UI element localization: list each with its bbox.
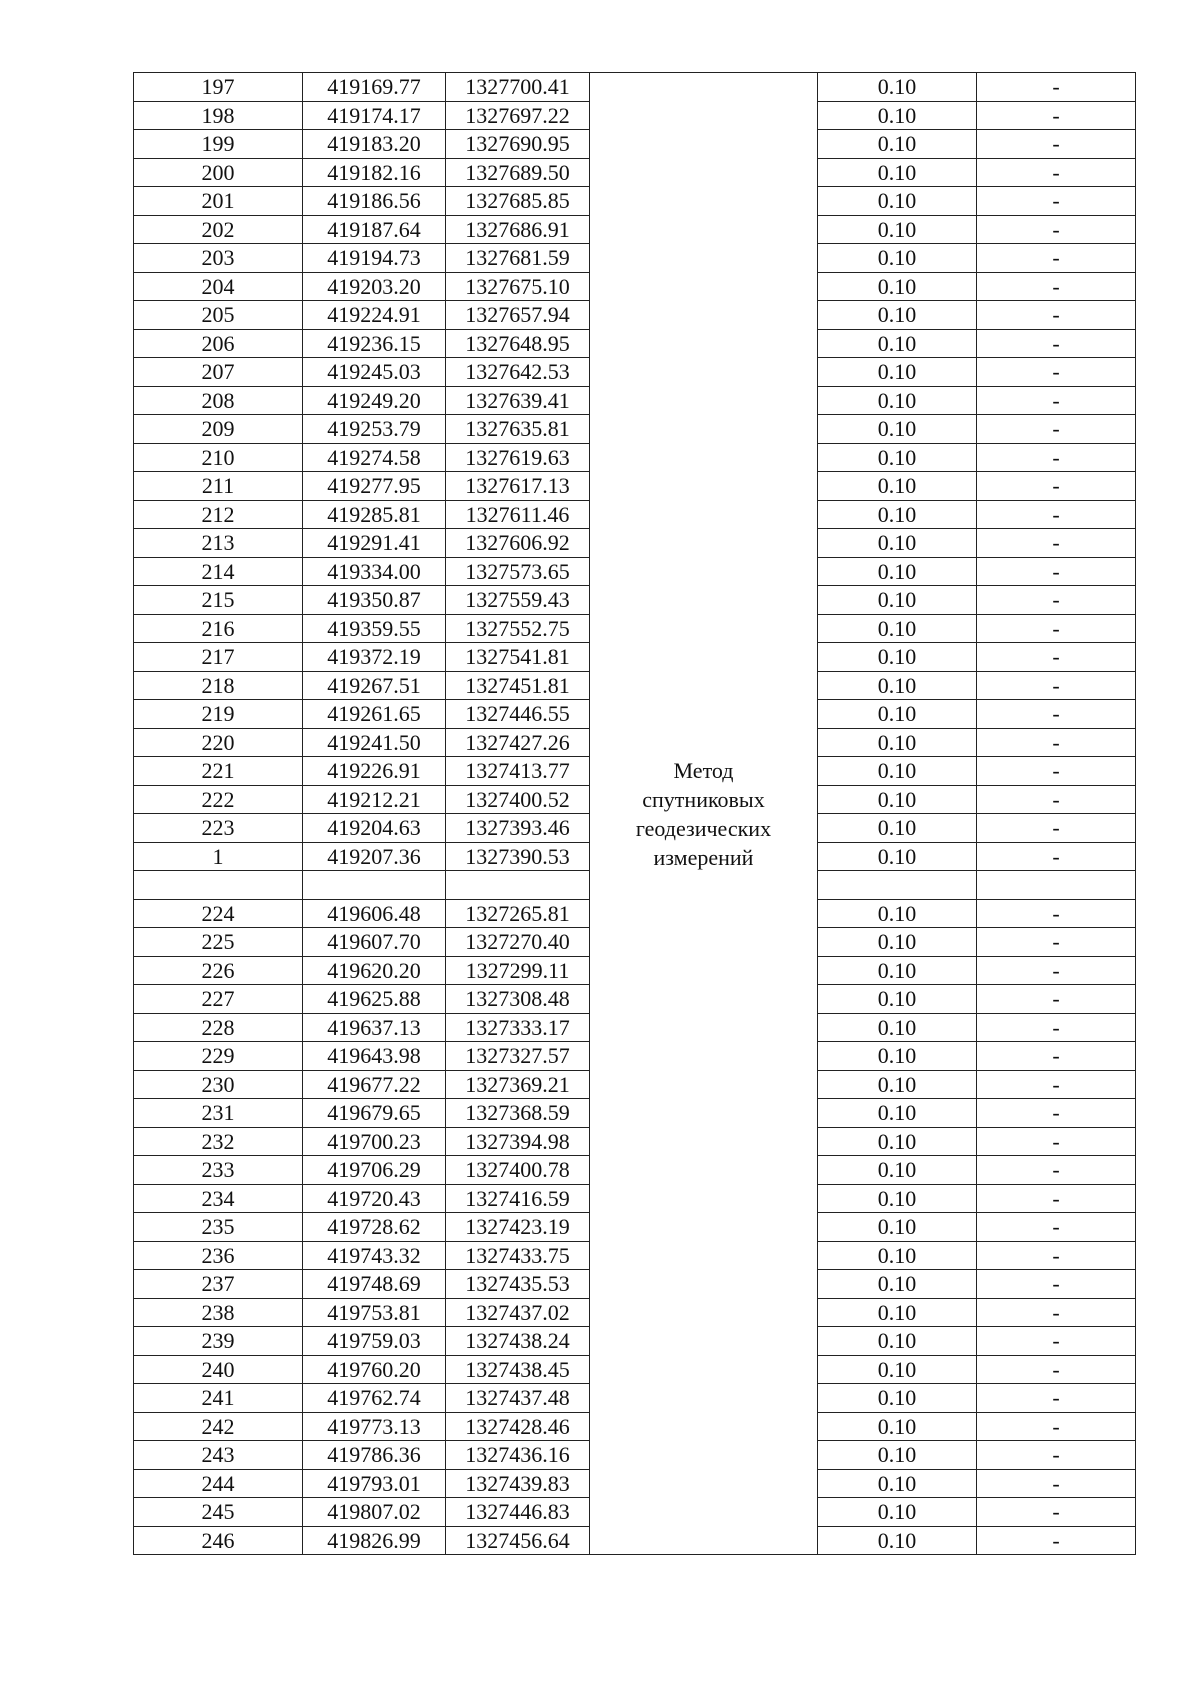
note-cell: - (977, 386, 1136, 415)
method-cell (590, 73, 818, 1555)
y-coordinate-cell: 1327393.46 (446, 814, 590, 843)
point-number-cell: 215 (134, 586, 303, 615)
note-cell: - (977, 1099, 1136, 1128)
point-number-cell: 235 (134, 1213, 303, 1242)
x-coordinate-cell: 419620.20 (303, 956, 446, 985)
point-number-cell: 239 (134, 1327, 303, 1356)
y-coordinate-cell: 1327270.40 (446, 928, 590, 957)
point-number-cell: 217 (134, 643, 303, 672)
note-cell: - (977, 1327, 1136, 1356)
y-coordinate-cell: 1327611.46 (446, 500, 590, 529)
point-number-cell: 226 (134, 956, 303, 985)
point-number-cell: 225 (134, 928, 303, 957)
x-coordinate-cell: 419706.29 (303, 1156, 446, 1185)
accuracy-cell: 0.10 (818, 101, 977, 130)
y-coordinate-cell: 1327617.13 (446, 472, 590, 501)
point-number-cell: 230 (134, 1070, 303, 1099)
note-cell: - (977, 586, 1136, 615)
y-coordinate-cell: 1327686.91 (446, 215, 590, 244)
note-cell: - (977, 1013, 1136, 1042)
point-number-cell: 210 (134, 443, 303, 472)
note-cell: - (977, 73, 1136, 102)
note-cell: - (977, 1270, 1136, 1299)
y-coordinate-cell: 1327439.83 (446, 1469, 590, 1498)
point-number-cell: 228 (134, 1013, 303, 1042)
note-cell: - (977, 785, 1136, 814)
y-coordinate-cell: 1327573.65 (446, 557, 590, 586)
accuracy-cell: 0.10 (818, 557, 977, 586)
point-number-cell (134, 871, 303, 900)
note-cell: - (977, 1384, 1136, 1413)
accuracy-cell: 0.10 (818, 728, 977, 757)
note-cell: - (977, 1355, 1136, 1384)
y-coordinate-cell: 1327333.17 (446, 1013, 590, 1042)
accuracy-cell: 0.10 (818, 1213, 977, 1242)
note-cell: - (977, 1498, 1136, 1527)
point-number-cell: 203 (134, 244, 303, 273)
x-coordinate-cell: 419245.03 (303, 358, 446, 387)
accuracy-cell: 0.10 (818, 985, 977, 1014)
note-cell: - (977, 1070, 1136, 1099)
y-coordinate-cell: 1327368.59 (446, 1099, 590, 1128)
x-coordinate-cell: 419241.50 (303, 728, 446, 757)
x-coordinate-cell: 419760.20 (303, 1355, 446, 1384)
point-number-cell: 224 (134, 899, 303, 928)
x-coordinate-cell: 419807.02 (303, 1498, 446, 1527)
x-coordinate-cell: 419359.55 (303, 614, 446, 643)
accuracy-cell: 0.10 (818, 415, 977, 444)
x-coordinate-cell: 419182.16 (303, 158, 446, 187)
accuracy-cell: 0.10 (818, 671, 977, 700)
accuracy-cell: 0.10 (818, 1241, 977, 1270)
note-cell: - (977, 643, 1136, 672)
x-coordinate-cell: 419226.91 (303, 757, 446, 786)
y-coordinate-cell: 1327413.77 (446, 757, 590, 786)
y-coordinate-cell: 1327700.41 (446, 73, 590, 102)
y-coordinate-cell: 1327675.10 (446, 272, 590, 301)
x-coordinate-cell: 419277.95 (303, 472, 446, 501)
x-coordinate-cell: 419826.99 (303, 1526, 446, 1555)
point-number-cell: 211 (134, 472, 303, 501)
x-coordinate-cell: 419606.48 (303, 899, 446, 928)
y-coordinate-cell: 1327416.59 (446, 1184, 590, 1213)
accuracy-cell: 0.10 (818, 1498, 977, 1527)
point-number-cell: 209 (134, 415, 303, 444)
accuracy-cell: 0.10 (818, 1298, 977, 1327)
x-coordinate-cell: 419762.74 (303, 1384, 446, 1413)
x-coordinate-cell: 419743.32 (303, 1241, 446, 1270)
accuracy-cell: 0.10 (818, 443, 977, 472)
note-cell: - (977, 329, 1136, 358)
x-coordinate-cell: 419720.43 (303, 1184, 446, 1213)
accuracy-cell: 0.10 (818, 1013, 977, 1042)
note-cell: - (977, 1156, 1136, 1185)
point-number-cell: 212 (134, 500, 303, 529)
y-coordinate-cell: 1327446.55 (446, 700, 590, 729)
note-cell: - (977, 358, 1136, 387)
point-number-cell: 214 (134, 557, 303, 586)
y-coordinate-cell: 1327436.16 (446, 1441, 590, 1470)
accuracy-cell: 0.10 (818, 329, 977, 358)
point-number-cell: 245 (134, 1498, 303, 1527)
point-number-cell: 232 (134, 1127, 303, 1156)
accuracy-cell: 0.10 (818, 956, 977, 985)
accuracy-cell: 0.10 (818, 614, 977, 643)
coordinates-table-body (134, 73, 1136, 1555)
accuracy-cell: 0.10 (818, 529, 977, 558)
point-number-cell: 218 (134, 671, 303, 700)
y-coordinate-cell: 1327394.98 (446, 1127, 590, 1156)
y-coordinate-cell: 1327438.45 (446, 1355, 590, 1384)
note-cell: - (977, 700, 1136, 729)
accuracy-cell: 0.10 (818, 1469, 977, 1498)
point-number-cell: 202 (134, 215, 303, 244)
accuracy-cell: 0.10 (818, 1441, 977, 1470)
note-cell: - (977, 1042, 1136, 1071)
x-coordinate-cell: 419786.36 (303, 1441, 446, 1470)
x-coordinate-cell: 419186.56 (303, 187, 446, 216)
y-coordinate-cell: 1327697.22 (446, 101, 590, 130)
point-number-cell: 227 (134, 985, 303, 1014)
x-coordinate-cell: 419753.81 (303, 1298, 446, 1327)
point-number-cell: 220 (134, 728, 303, 757)
accuracy-cell: 0.10 (818, 244, 977, 273)
note-cell: - (977, 1241, 1136, 1270)
y-coordinate-cell: 1327423.19 (446, 1213, 590, 1242)
point-number-cell: 199 (134, 130, 303, 159)
note-cell: - (977, 899, 1136, 928)
x-coordinate-cell: 419372.19 (303, 643, 446, 672)
accuracy-cell: 0.10 (818, 1070, 977, 1099)
point-number-cell: 201 (134, 187, 303, 216)
note-cell: - (977, 301, 1136, 330)
y-coordinate-cell: 1327437.02 (446, 1298, 590, 1327)
note-cell: - (977, 158, 1136, 187)
y-coordinate-cell: 1327689.50 (446, 158, 590, 187)
accuracy-cell: 0.10 (818, 272, 977, 301)
note-cell: - (977, 557, 1136, 586)
point-number-cell: 206 (134, 329, 303, 358)
note-cell: - (977, 1469, 1136, 1498)
point-number-cell: 229 (134, 1042, 303, 1071)
y-coordinate-cell: 1327619.63 (446, 443, 590, 472)
x-coordinate-cell: 419700.23 (303, 1127, 446, 1156)
point-number-cell: 221 (134, 757, 303, 786)
x-coordinate-cell: 419285.81 (303, 500, 446, 529)
note-cell: - (977, 244, 1136, 273)
x-coordinate-cell: 419174.17 (303, 101, 446, 130)
y-coordinate-cell: 1327456.64 (446, 1526, 590, 1555)
note-cell: - (977, 814, 1136, 843)
point-number-cell: 236 (134, 1241, 303, 1270)
y-coordinate-cell: 1327451.81 (446, 671, 590, 700)
x-coordinate-cell: 419224.91 (303, 301, 446, 330)
point-number-cell: 204 (134, 272, 303, 301)
method-text-line: геодезических (635, 815, 772, 841)
x-coordinate-cell: 419607.70 (303, 928, 446, 957)
point-number-cell: 219 (134, 700, 303, 729)
note-cell: - (977, 671, 1136, 700)
x-coordinate-cell: 419274.58 (303, 443, 446, 472)
accuracy-cell: 0.10 (818, 757, 977, 786)
accuracy-cell: 0.10 (818, 928, 977, 957)
point-number-cell: 238 (134, 1298, 303, 1327)
accuracy-cell: 0.10 (818, 301, 977, 330)
y-coordinate-cell: 1327446.83 (446, 1498, 590, 1527)
y-coordinate-cell: 1327308.48 (446, 985, 590, 1014)
accuracy-cell: 0.10 (818, 215, 977, 244)
note-cell: - (977, 1412, 1136, 1441)
note-cell: - (977, 1441, 1136, 1470)
y-coordinate-cell (446, 871, 590, 900)
note-cell: - (977, 1184, 1136, 1213)
method-text-line: спутниковых (642, 786, 765, 812)
note-cell: - (977, 101, 1136, 130)
note-cell: - (977, 443, 1136, 472)
note-cell: - (977, 1298, 1136, 1327)
note-cell: - (977, 928, 1136, 957)
accuracy-cell: 0.10 (818, 586, 977, 615)
accuracy-cell: 0.10 (818, 1270, 977, 1299)
x-coordinate-cell: 419625.88 (303, 985, 446, 1014)
accuracy-cell: 0.10 (818, 1526, 977, 1555)
accuracy-cell: 0.10 (818, 1099, 977, 1128)
accuracy-cell: 0.10 (818, 358, 977, 387)
y-coordinate-cell: 1327400.52 (446, 785, 590, 814)
accuracy-cell (818, 871, 977, 900)
point-number-cell: 222 (134, 785, 303, 814)
note-cell: - (977, 472, 1136, 501)
note-cell: - (977, 985, 1136, 1014)
accuracy-cell: 0.10 (818, 130, 977, 159)
x-coordinate-cell: 419350.87 (303, 586, 446, 615)
note-cell: - (977, 529, 1136, 558)
accuracy-cell: 0.10 (818, 73, 977, 102)
note-cell: - (977, 1526, 1136, 1555)
point-number-cell: 197 (134, 73, 303, 102)
y-coordinate-cell: 1327690.95 (446, 130, 590, 159)
y-coordinate-cell: 1327685.85 (446, 187, 590, 216)
point-number-cell: 208 (134, 386, 303, 415)
x-coordinate-cell: 419204.63 (303, 814, 446, 843)
y-coordinate-cell: 1327427.26 (446, 728, 590, 757)
x-coordinate-cell: 419267.51 (303, 671, 446, 700)
note-cell: - (977, 1127, 1136, 1156)
x-coordinate-cell: 419261.65 (303, 700, 446, 729)
accuracy-cell: 0.10 (818, 1355, 977, 1384)
y-coordinate-cell: 1327428.46 (446, 1412, 590, 1441)
note-cell: - (977, 956, 1136, 985)
accuracy-cell: 0.10 (818, 1412, 977, 1441)
note-cell: - (977, 757, 1136, 786)
point-number-cell: 237 (134, 1270, 303, 1299)
accuracy-cell: 0.10 (818, 1327, 977, 1356)
y-coordinate-cell: 1327265.81 (446, 899, 590, 928)
y-coordinate-cell: 1327606.92 (446, 529, 590, 558)
y-coordinate-cell: 1327648.95 (446, 329, 590, 358)
x-coordinate-cell: 419748.69 (303, 1270, 446, 1299)
point-number-cell: 1 (134, 842, 303, 871)
accuracy-cell: 0.10 (818, 386, 977, 415)
point-number-cell: 223 (134, 814, 303, 843)
accuracy-cell: 0.10 (818, 1127, 977, 1156)
x-coordinate-cell: 419334.00 (303, 557, 446, 586)
accuracy-cell: 0.10 (818, 700, 977, 729)
x-coordinate-cell (303, 871, 446, 900)
note-cell: - (977, 614, 1136, 643)
y-coordinate-cell: 1327299.11 (446, 956, 590, 985)
point-number-cell: 198 (134, 101, 303, 130)
y-coordinate-cell: 1327642.53 (446, 358, 590, 387)
accuracy-cell: 0.10 (818, 158, 977, 187)
x-coordinate-cell: 419643.98 (303, 1042, 446, 1071)
x-coordinate-cell: 419291.41 (303, 529, 446, 558)
x-coordinate-cell: 419773.13 (303, 1412, 446, 1441)
note-cell: - (977, 215, 1136, 244)
x-coordinate-cell: 419187.64 (303, 215, 446, 244)
y-coordinate-cell: 1327541.81 (446, 643, 590, 672)
x-coordinate-cell: 419212.21 (303, 785, 446, 814)
note-cell (977, 871, 1136, 900)
accuracy-cell: 0.10 (818, 472, 977, 501)
x-coordinate-cell: 419637.13 (303, 1013, 446, 1042)
x-coordinate-cell: 419169.77 (303, 73, 446, 102)
x-coordinate-cell: 419759.03 (303, 1327, 446, 1356)
x-coordinate-cell: 419253.79 (303, 415, 446, 444)
point-number-cell: 243 (134, 1441, 303, 1470)
note-cell: - (977, 130, 1136, 159)
y-coordinate-cell: 1327657.94 (446, 301, 590, 330)
y-coordinate-cell: 1327552.75 (446, 614, 590, 643)
note-cell: - (977, 728, 1136, 757)
y-coordinate-cell: 1327433.75 (446, 1241, 590, 1270)
point-number-cell: 231 (134, 1099, 303, 1128)
y-coordinate-cell: 1327400.78 (446, 1156, 590, 1185)
point-number-cell: 240 (134, 1355, 303, 1384)
accuracy-cell: 0.10 (818, 899, 977, 928)
note-cell: - (977, 272, 1136, 301)
accuracy-cell: 0.10 (818, 643, 977, 672)
y-coordinate-cell: 1327438.24 (446, 1327, 590, 1356)
accuracy-cell: 0.10 (818, 1156, 977, 1185)
accuracy-cell: 0.10 (818, 187, 977, 216)
method-text-line: измерений (653, 844, 754, 870)
method-text-line: Метод (673, 757, 734, 783)
point-number-cell: 233 (134, 1156, 303, 1185)
point-number-cell: 242 (134, 1412, 303, 1441)
x-coordinate-cell: 419207.36 (303, 842, 446, 871)
accuracy-cell: 0.10 (818, 1384, 977, 1413)
point-number-cell: 216 (134, 614, 303, 643)
x-coordinate-cell: 419203.20 (303, 272, 446, 301)
note-cell: - (977, 415, 1136, 444)
table-row (134, 73, 1136, 102)
point-number-cell: 200 (134, 158, 303, 187)
y-coordinate-cell: 1327437.48 (446, 1384, 590, 1413)
point-number-cell: 207 (134, 358, 303, 387)
y-coordinate-cell: 1327435.53 (446, 1270, 590, 1299)
y-coordinate-cell: 1327559.43 (446, 586, 590, 615)
y-coordinate-cell: 1327369.21 (446, 1070, 590, 1099)
accuracy-cell: 0.10 (818, 1184, 977, 1213)
coordinates-table (133, 72, 1136, 1555)
x-coordinate-cell: 419183.20 (303, 130, 446, 159)
x-coordinate-cell: 419236.15 (303, 329, 446, 358)
point-number-cell: 246 (134, 1526, 303, 1555)
y-coordinate-cell: 1327327.57 (446, 1042, 590, 1071)
x-coordinate-cell: 419194.73 (303, 244, 446, 273)
accuracy-cell: 0.10 (818, 785, 977, 814)
note-cell: - (977, 187, 1136, 216)
point-number-cell: 241 (134, 1384, 303, 1413)
note-cell: - (977, 1213, 1136, 1242)
y-coordinate-cell: 1327681.59 (446, 244, 590, 273)
accuracy-cell: 0.10 (818, 1042, 977, 1071)
x-coordinate-cell: 419793.01 (303, 1469, 446, 1498)
point-number-cell: 234 (134, 1184, 303, 1213)
y-coordinate-cell: 1327639.41 (446, 386, 590, 415)
point-number-cell: 213 (134, 529, 303, 558)
x-coordinate-cell: 419679.65 (303, 1099, 446, 1128)
accuracy-cell: 0.10 (818, 842, 977, 871)
x-coordinate-cell: 419677.22 (303, 1070, 446, 1099)
accuracy-cell: 0.10 (818, 814, 977, 843)
point-number-cell: 244 (134, 1469, 303, 1498)
x-coordinate-cell: 419249.20 (303, 386, 446, 415)
accuracy-cell: 0.10 (818, 500, 977, 529)
note-cell: - (977, 500, 1136, 529)
note-cell: - (977, 842, 1136, 871)
x-coordinate-cell: 419728.62 (303, 1213, 446, 1242)
y-coordinate-cell: 1327390.53 (446, 842, 590, 871)
y-coordinate-cell: 1327635.81 (446, 415, 590, 444)
point-number-cell: 205 (134, 301, 303, 330)
